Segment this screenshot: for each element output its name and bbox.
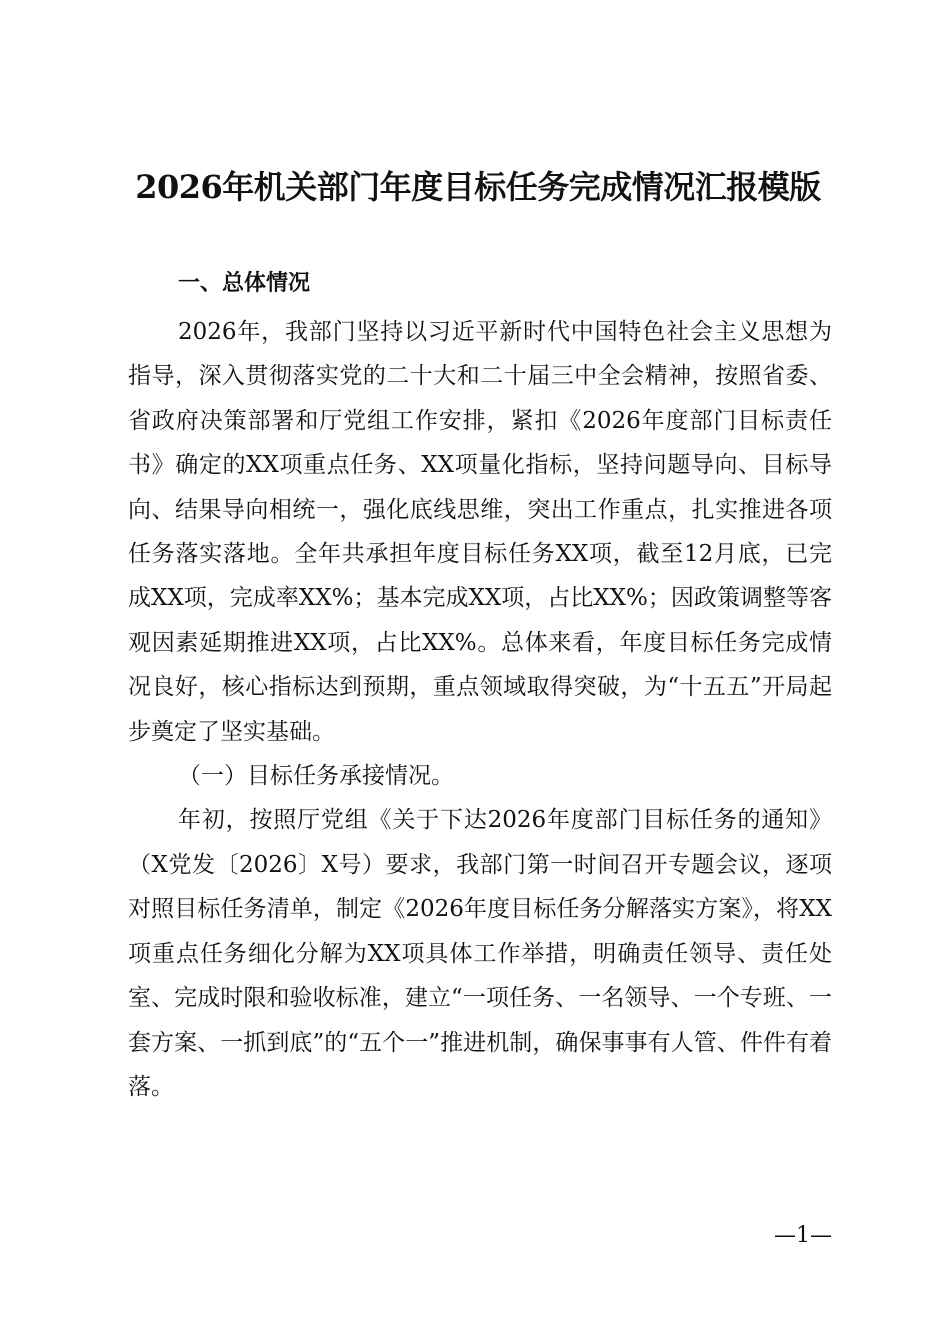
document-body [128,310,832,1109]
paragraph-task-undertaking: 年初，按照厅党组《关于下达2026年度部门目标任务的通知》（X党发〔2026〕X号）要求，我部门第一时间召开专题会议，逐项对照目标任务清单，制定《2026年度目标任务分解落实方案》，将XX项重点任务细化分解为XX项具体工作举措，明确责任领导、责任处室、完成时限和验收标准，建立“一项任务、一名领导、一个专班、一套方案、一抓到底”的“五个一”推进机制，确保事事有人管、件件有着落。 [128,807,832,1100]
page-number: —1— [774,1223,832,1248]
section-heading-overall: 一、总体情况 [178,271,311,296]
subsection-heading-task-undertaking: （一）目标任务承接情况。 [178,763,454,790]
document-title: 2026年机关部门年度目标任务完成情况汇报模版 [135,168,821,206]
paragraph-overall: 2026年，我部门坚持以习近平新时代中国特色社会主义思想为指导，深入贯彻落实党的二十大和二十届三中全会精神，按照省委、省政府决策部署和厅党组工作安排，紧扣《2026年度部门目标责任书》确定的XX项重点任务、XX项量化指标，坚持问题导向、目标导向、结果导向相统一，强化底线思维，突出工作重点，扎实推进各项任务落实落地。全年共承担年度目标任务XX项，截至12月底，已完成XX项，完成率XX%；基本完成XX项，占比XX%；因政策调整等客观因素延期推进XX项，占比XX%。总体来看，年度目标任务完成情况良好，核心指标达到预期，重点领域取得突破，为“十五五”开局起步奠定了坚实基础。 [128,319,832,745]
